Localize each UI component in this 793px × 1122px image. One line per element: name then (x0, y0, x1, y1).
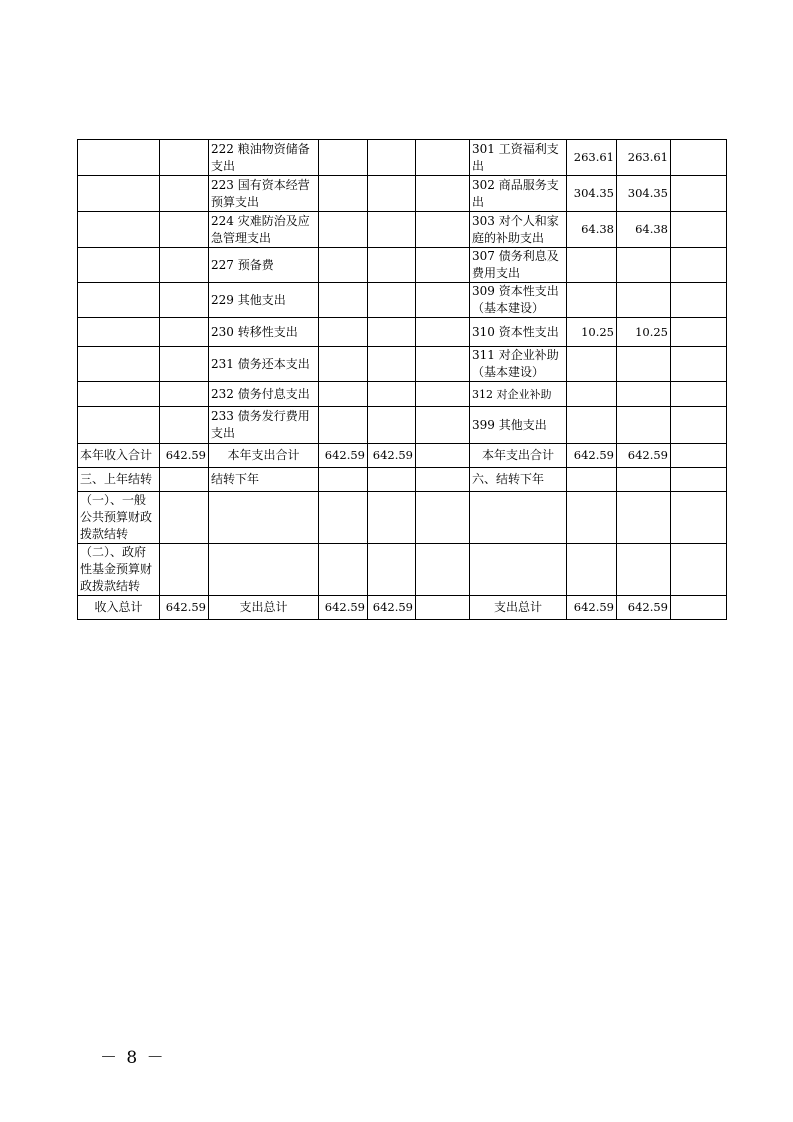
table-cell: 301 工资福利支出 (470, 140, 567, 176)
table-cell (416, 212, 470, 248)
table-cell (160, 212, 209, 248)
table-cell (567, 544, 617, 596)
table-cell: 10.25 (617, 318, 671, 347)
table-cell (567, 468, 617, 492)
table-cell (319, 283, 368, 318)
table-cell: 224 灾难防治及应急管理支出 (209, 212, 319, 248)
table-cell: 232 债务付息支出 (209, 382, 319, 407)
table-cell: 642.59 (160, 596, 209, 620)
table-cell: 263.61 (567, 140, 617, 176)
table-cell (470, 544, 567, 596)
table-cell: 310 资本性支出 (470, 318, 567, 347)
table-cell (78, 176, 160, 212)
table-cell (416, 318, 470, 347)
table-cell (617, 382, 671, 407)
table-cell (319, 407, 368, 444)
table-cell (319, 544, 368, 596)
table-cell: 64.38 (567, 212, 617, 248)
table-cell (319, 176, 368, 212)
table-cell: 399 其他支出 (470, 407, 567, 444)
table-cell: 309 资本性支出（基本建设） (470, 283, 567, 318)
table-cell (416, 444, 470, 468)
table-cell (78, 318, 160, 347)
table-cell (368, 140, 416, 176)
table-cell: 642.59 (368, 596, 416, 620)
table-cell (368, 283, 416, 318)
table-cell (368, 544, 416, 596)
table-cell (671, 347, 727, 382)
table-cell (160, 407, 209, 444)
table-cell (671, 176, 727, 212)
table-cell: （一）、一般公共预算财政拨款结转 (78, 492, 160, 544)
table-cell (160, 283, 209, 318)
table-cell: 303 对个人和家庭的补助支出 (470, 212, 567, 248)
table-cell (78, 407, 160, 444)
table-cell (617, 468, 671, 492)
table-cell (617, 492, 671, 544)
table-cell (319, 492, 368, 544)
table-cell (416, 347, 470, 382)
table-cell: 642.59 (567, 596, 617, 620)
table-cell: 263.61 (617, 140, 671, 176)
table-cell (416, 544, 470, 596)
table-cell (567, 407, 617, 444)
table-cell (160, 248, 209, 283)
table-cell (416, 283, 470, 318)
table-cell (209, 492, 319, 544)
table-cell: 三、上年结转 (78, 468, 160, 492)
table-cell: 304.35 (567, 176, 617, 212)
table-cell: 本年收入合计 (78, 444, 160, 468)
table-cell (368, 212, 416, 248)
table-cell: 642.59 (160, 444, 209, 468)
table-cell: 结转下年 (209, 468, 319, 492)
table-cell (78, 248, 160, 283)
table-cell (617, 283, 671, 318)
table-cell (319, 468, 368, 492)
table-cell (160, 468, 209, 492)
table-cell (671, 596, 727, 620)
table-cell (416, 382, 470, 407)
table-row (78, 492, 727, 544)
table-cell (368, 382, 416, 407)
table-cell: 本年支出合计 (209, 444, 319, 468)
table-cell: 642.59 (617, 596, 671, 620)
table-row (78, 176, 727, 212)
table-cell (319, 382, 368, 407)
table-cell (567, 347, 617, 382)
table-cell: 642.59 (319, 596, 368, 620)
table-cell (368, 407, 416, 444)
table-cell (567, 248, 617, 283)
table-cell: 312 对企业补助 (470, 382, 567, 407)
table-row (78, 544, 727, 596)
table-cell (671, 444, 727, 468)
table-cell (617, 544, 671, 596)
table-cell: 222 粮油物资储备支出 (209, 140, 319, 176)
table-cell (671, 248, 727, 283)
table-cell: 六、结转下年 (470, 468, 567, 492)
table-cell (78, 283, 160, 318)
table-cell (671, 407, 727, 444)
table-cell (319, 318, 368, 347)
table-cell: 642.59 (319, 444, 368, 468)
table-cell (416, 176, 470, 212)
table-cell: 642.59 (567, 444, 617, 468)
page-number: － 8 － (100, 1048, 166, 1068)
table-cell (617, 248, 671, 283)
table-row (78, 347, 727, 382)
table-row (78, 444, 727, 468)
table-row (78, 283, 727, 318)
table-cell: 支出总计 (470, 596, 567, 620)
table-cell (671, 212, 727, 248)
table-cell: 231 债务还本支出 (209, 347, 319, 382)
table-row (78, 407, 727, 444)
table-cell (160, 347, 209, 382)
table-cell (160, 176, 209, 212)
table-cell: 230 转移性支出 (209, 318, 319, 347)
table-cell (78, 212, 160, 248)
table-row (78, 596, 727, 620)
table-cell (368, 468, 416, 492)
table-cell (671, 283, 727, 318)
table-cell (368, 248, 416, 283)
table-cell: 223 国有资本经营预算支出 (209, 176, 319, 212)
table-row (78, 382, 727, 407)
table-cell (160, 544, 209, 596)
table-cell: 227 预备费 (209, 248, 319, 283)
table-cell: 233 债务发行费用支出 (209, 407, 319, 444)
table-cell (160, 318, 209, 347)
table-cell (319, 212, 368, 248)
table-cell (671, 140, 727, 176)
table-cell (368, 318, 416, 347)
table-cell: 642.59 (617, 444, 671, 468)
table-cell (416, 492, 470, 544)
table-cell: 302 商品服务支出 (470, 176, 567, 212)
table-cell (368, 347, 416, 382)
table-cell (671, 544, 727, 596)
table-cell (416, 468, 470, 492)
table-cell (78, 382, 160, 407)
table-cell: 229 其他支出 (209, 283, 319, 318)
table-cell: 311 对企业补助（基本建设） (470, 347, 567, 382)
table-cell: 64.38 (617, 212, 671, 248)
table-cell (78, 347, 160, 382)
table-row (78, 212, 727, 248)
table-cell (567, 382, 617, 407)
table-cell: 307 债务利息及费用支出 (470, 248, 567, 283)
table-cell (416, 140, 470, 176)
table-cell (160, 382, 209, 407)
table-cell (671, 382, 727, 407)
table-cell: 收入总计 (78, 596, 160, 620)
table-cell (416, 596, 470, 620)
table-row (78, 318, 727, 347)
table-row (78, 140, 727, 176)
table-cell (671, 468, 727, 492)
table-cell (78, 140, 160, 176)
table-cell (368, 492, 416, 544)
table-cell (567, 283, 617, 318)
table-cell: 支出总计 (209, 596, 319, 620)
table-cell (160, 140, 209, 176)
budget-table (77, 139, 727, 620)
table-cell: 642.59 (368, 444, 416, 468)
table-row (78, 248, 727, 283)
table-cell (368, 176, 416, 212)
table-cell: （二）、政府性基金预算财政拨款结转 (78, 544, 160, 596)
table-cell (470, 492, 567, 544)
table-cell (617, 407, 671, 444)
table-cell (617, 347, 671, 382)
table-cell (416, 407, 470, 444)
table-cell: 本年支出合计 (470, 444, 567, 468)
table-row (78, 468, 727, 492)
table-cell (319, 140, 368, 176)
table-cell (160, 492, 209, 544)
table-cell: 10.25 (567, 318, 617, 347)
table-cell (319, 248, 368, 283)
table-cell: 304.35 (617, 176, 671, 212)
table-cell (416, 248, 470, 283)
table-cell (671, 492, 727, 544)
table-cell (319, 347, 368, 382)
table-cell (567, 492, 617, 544)
table-cell (209, 544, 319, 596)
table-cell (671, 318, 727, 347)
